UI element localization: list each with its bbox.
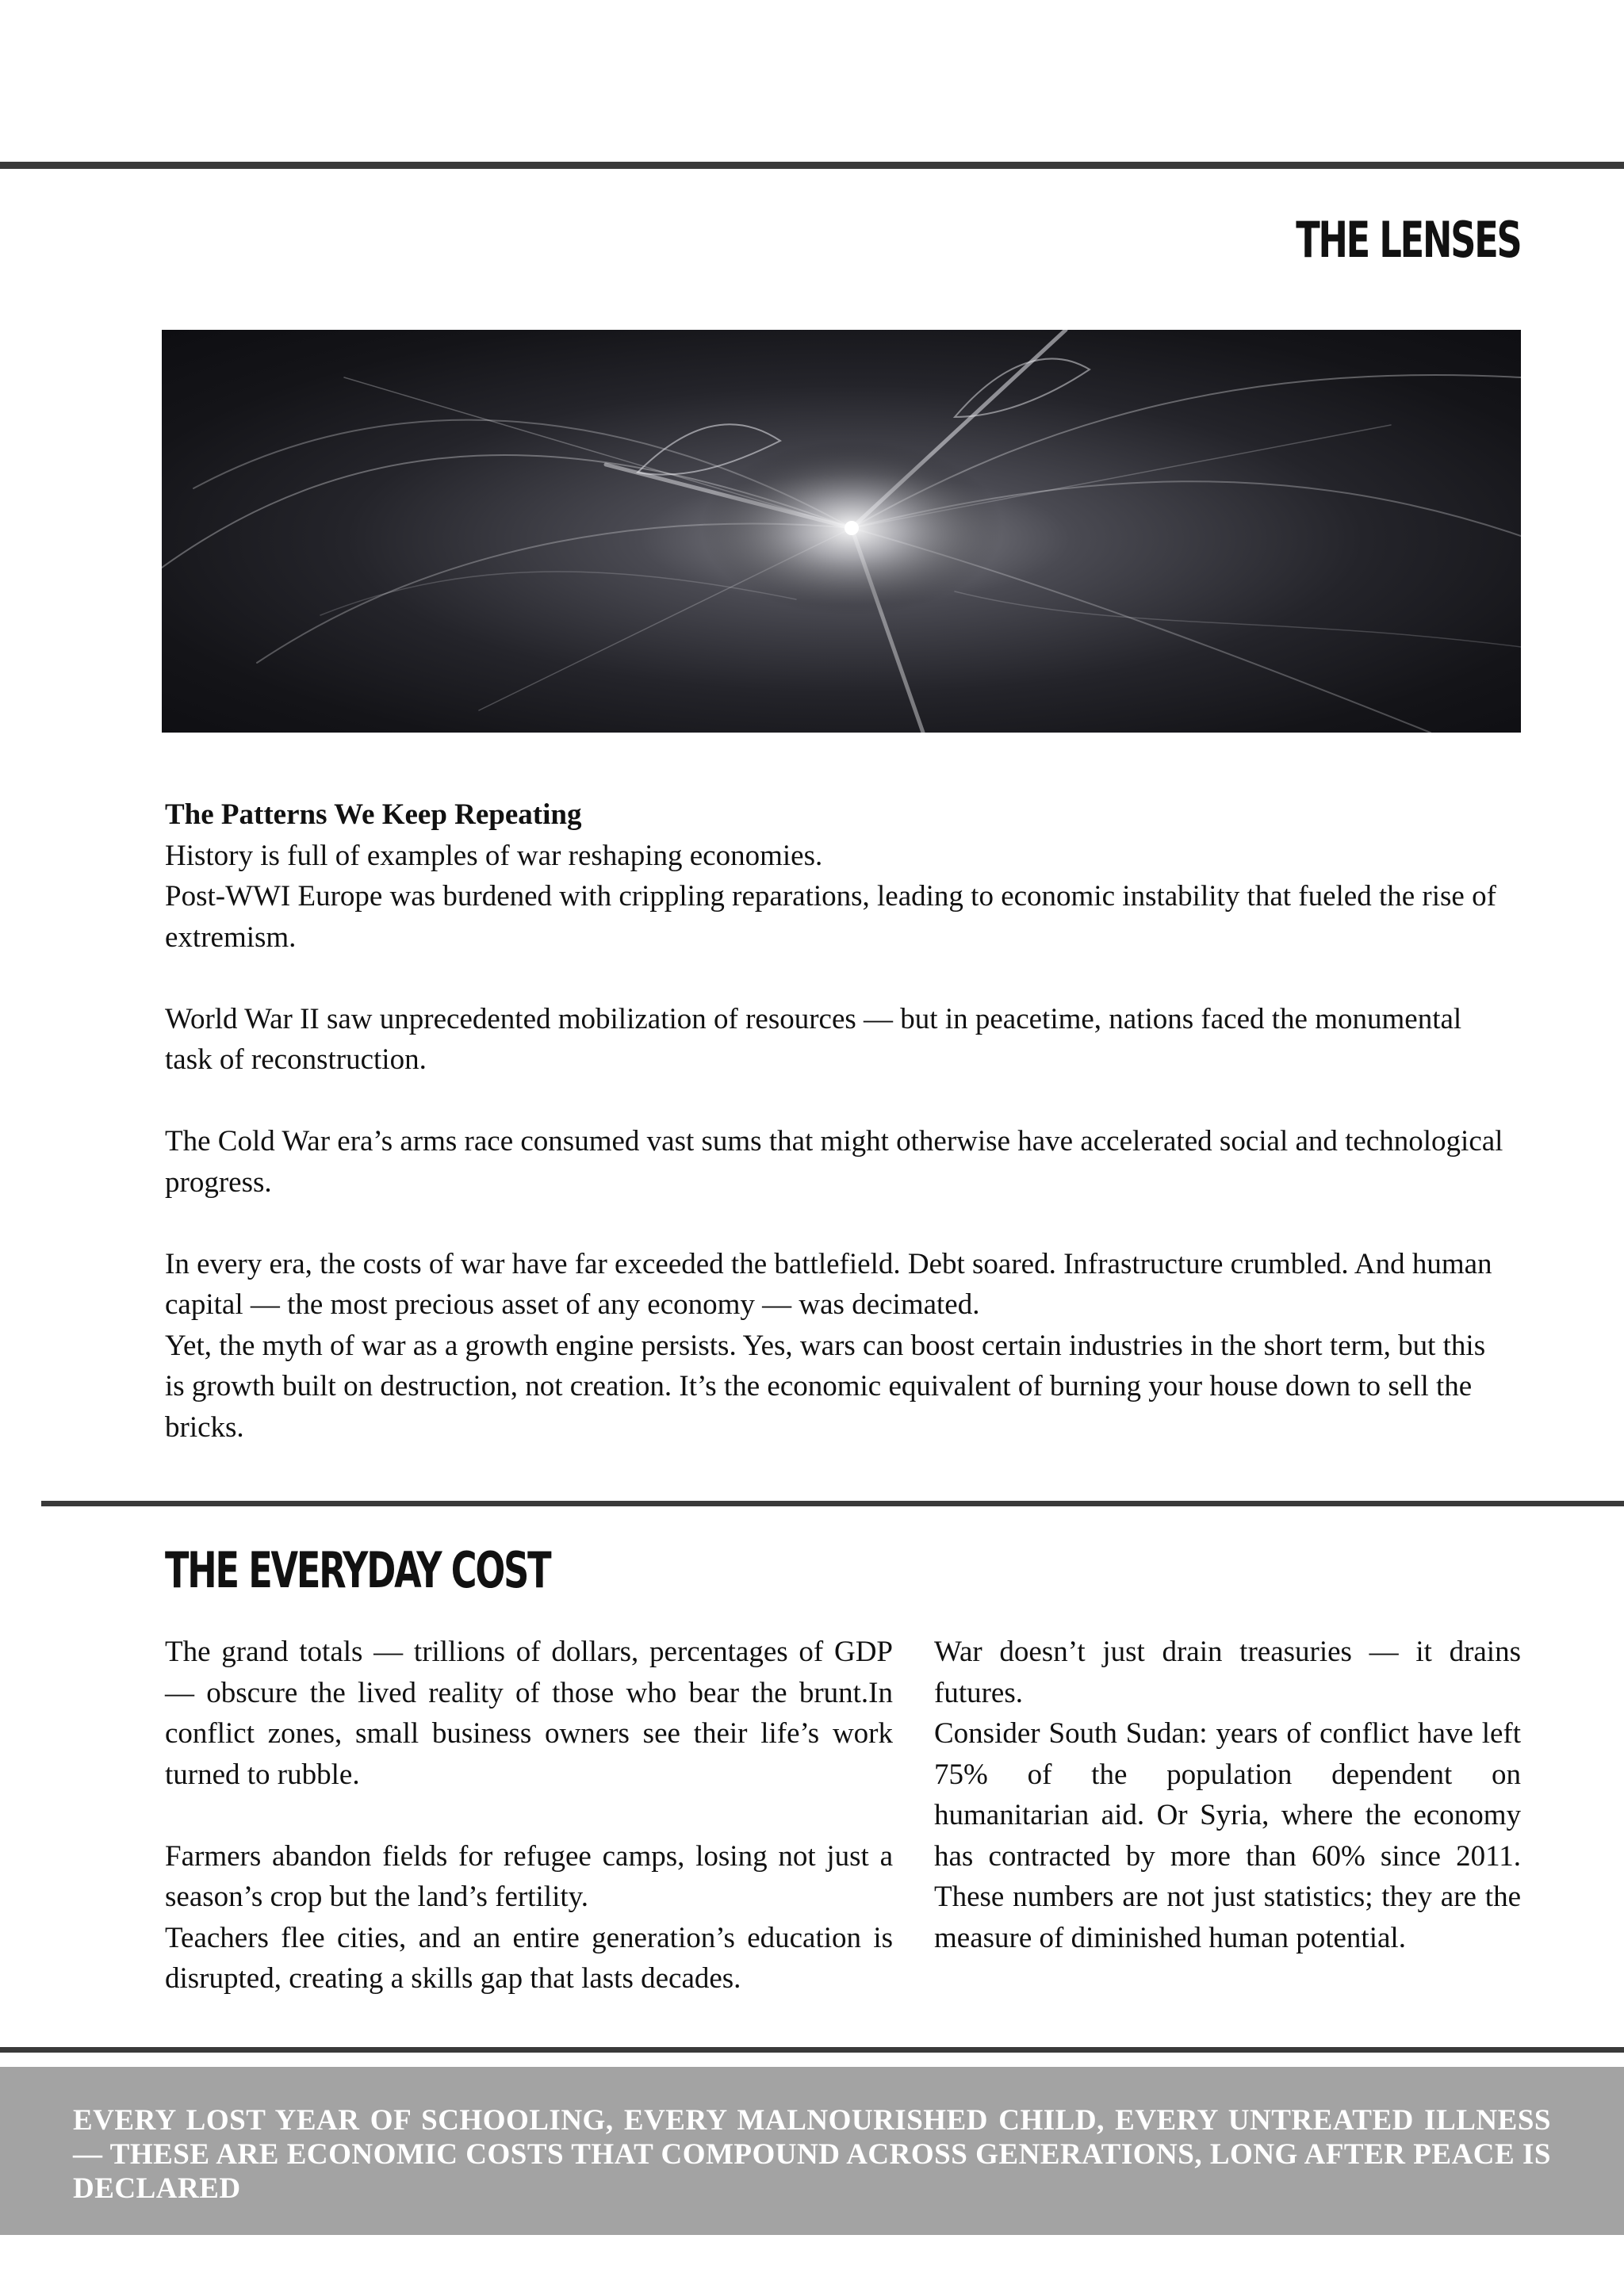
column-paragraph: Consider South Sudan: years of conflict have left 75% of the population dependent on humanitarian aid. Or Syria, where the economy has contracted by more than 60% since 2011. These numbers are not just statistics; they are the measure of diminished human potential. xyxy=(934,1717,1521,1954)
article-paragraph: World War II saw unprecedented mobilization of resources — but in peacetime, nations faced the monumental task of reconstruction. xyxy=(165,1002,1462,1076)
column-paragraph: The grand totals — trillions of dollars, percentages of GDP — obscure the lived reality of those who bear the brunt.In conflict zones, small business owners see their life’s work turned to rubble. xyxy=(165,1636,893,1791)
top-divider xyxy=(0,162,1624,169)
pull-quote-text: EVERY LOST YEAR OF SCHOOLING, EVERY MALNOURISHED CHILD, EVERY UNTREATED ILLNESS — THESE ARE ECONOMIC COSTS THAT COMPOUND ACROSS GENERATIONS, LONG AFTER PEACE IS DECLARED xyxy=(73,2104,1551,2205)
article-paragraph: The Cold War era’s arms race consumed vast sums that might otherwise have accelerated social and technological progress. xyxy=(165,1125,1503,1199)
article-paragraph: Yet, the myth of war as a growth engine persists. Yes, wars can boost certain industries in the short term, but this is growth built on destruction, not creation. It’s the economic equivalent of burning your house down to sell the bricks. xyxy=(165,1329,1486,1444)
column-paragraph: Teachers flee cities, and an entire generation’s education is disrupted, creating a skills gap that lasts decades. xyxy=(165,1921,893,1995)
section-divider xyxy=(41,1501,1624,1506)
fractal-artwork xyxy=(162,330,1521,733)
column-paragraph: Farmers abandon fields for refugee camps, losing not just a season’s crop but the land’s fertility. xyxy=(165,1839,893,1913)
article-paragraph: In every era, the costs of war have far exceeded the battlefield. Debt soared. Infrastructure crumbled. And human capital — the most precious asset of any economy — was decimated. xyxy=(165,1247,1492,1321)
article-heading: The Patterns We Keep Repeating xyxy=(165,798,582,831)
section-title-everyday-cost: THE EVERYDAY COST xyxy=(165,1541,550,1599)
right-column xyxy=(934,1632,1521,1958)
column-paragraph: War doesn’t just drain treasuries — it drains futures. xyxy=(934,1636,1521,1709)
article-paragraph: History is full of examples of war reshaping economies. xyxy=(165,839,823,872)
hero-image xyxy=(162,330,1521,733)
patterns-article xyxy=(165,794,1505,1448)
banner-divider xyxy=(0,2047,1624,2053)
section-title-lenses: THE LENSES xyxy=(1296,211,1521,269)
left-column xyxy=(165,1632,893,1999)
article-paragraph: Post-WWI Europe was burdened with crippling reparations, leading to economic instability that fueled the rise of extremism. xyxy=(165,880,1496,954)
